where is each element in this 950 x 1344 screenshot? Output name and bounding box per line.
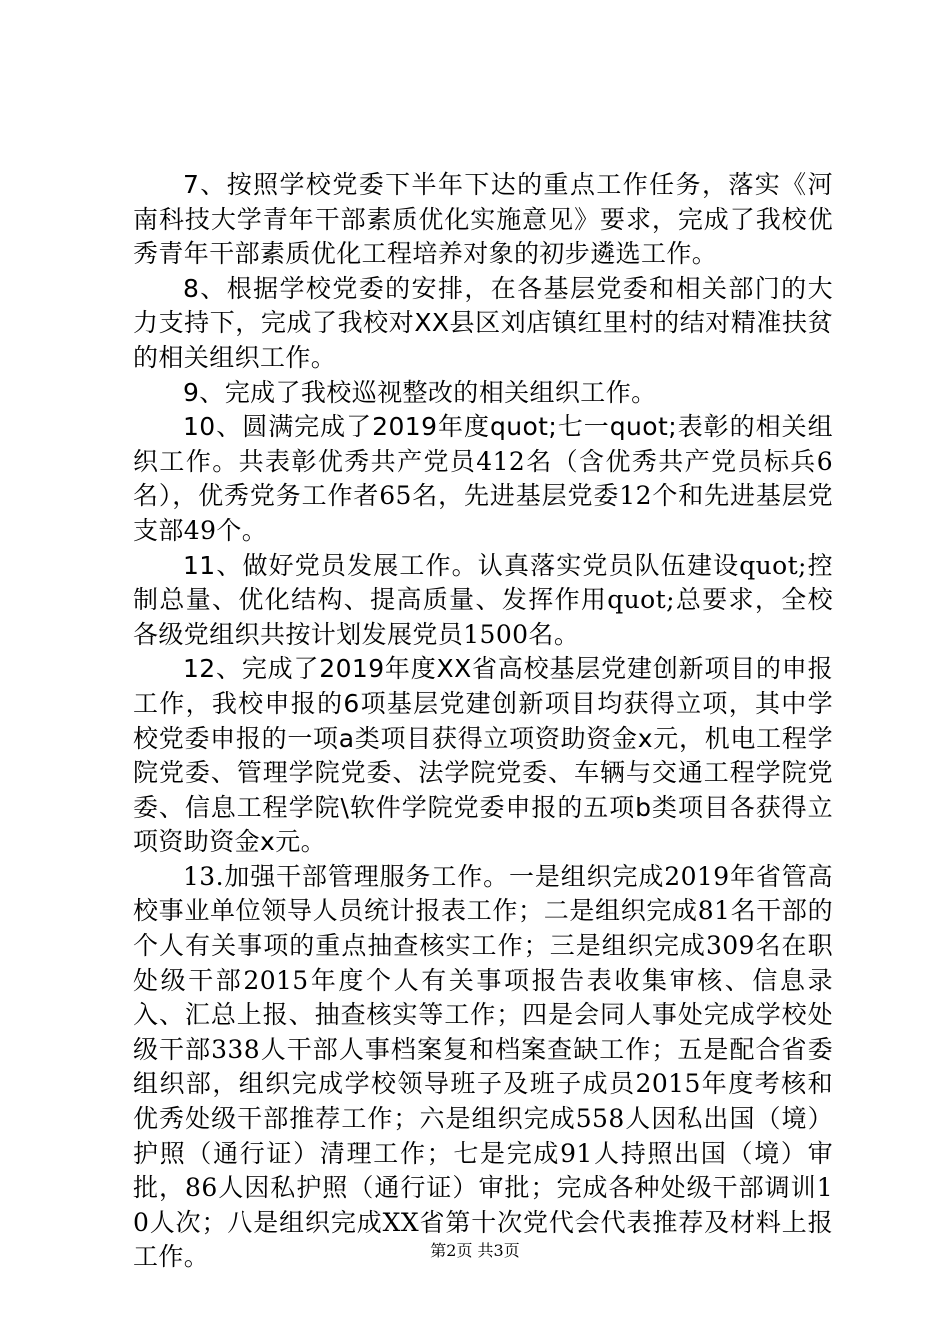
paragraph-lead-11: 11、做好党员发展工作。 <box>183 550 478 580</box>
page-number-footer: 第2页 共3页 <box>430 1241 520 1260</box>
paragraph-item-10 <box>133 410 833 548</box>
paragraph-item-9: 9、完成了我校巡视整改的相关组织工作。 <box>183 377 657 407</box>
paragraph-item-7: 7、按照学校党委下半年下达的重点工作任务，落实《河南科技大学青年干部素质优化实施意见》要求，完成了我校优秀青年干部素质优化工程培养对象的初步遴选工作。 <box>133 170 833 269</box>
document-body <box>133 168 833 1275</box>
paragraph-rest-11: 认真落实党员队伍建设quot;控制总量、优化结构、提高质量、发挥作用quot;总要求，全校各级党组织共按计划发展党员1500名。 <box>133 550 833 649</box>
paragraph-lead-10: 10、圆满完成了2019年度quot;七一quot;表彰的相关组织工作。 <box>133 412 833 476</box>
paragraph-item-12: 12、完成了2019年度XX省高校基层党建创新项目的申报工作，我校申报的6项基层党建创新项目均获得立项，其中学校党委申报的一项a类项目获得立项资助资金x元，机电工程学院党委、管理学院党委、法学院党委、车辆与交通工程学院党委、信息工程学院\软件学院党委申报的五项b类项目各获得立项资助资金x元。 <box>133 654 833 857</box>
paragraph-rest-10: 共表彰优秀共产党员412名（含优秀共产党员标兵6名），优秀党务工作者65名，先进基层党委12个和先进基层党支部49个。 <box>133 446 833 545</box>
paragraph-item-13: 13.加强干部管理服务工作。一是组织完成2019年省管高校事业单位领导人员统计报表工作；二是组织完成81名干部的个人有关事项的重点抽查核实工作；三是组织完成309名在职处级干部2015年度个人有关事项报告表收集审核、信息录入、汇总上报、抽查核实等工作；四是会同人事处完成学校处级干部338人干部人事档案复和档案查缺工作；五是配合省委组织部，组织完成学校领导班子及班子成员2015年度考核和优秀处级干部推荐工作；六是组织完成558人因私出国（境）护照（通行证）清理工作；七是完成91人持照出国（境）审批，86人因私护照（通行证）审批；完成各种处级干部调训10人次；八是组织完成XX省第十次党代会代表推荐及材料上报工作。 <box>133 861 833 1272</box>
paragraph-item-8: 8、根据学校党委的安排，在各基层党委和相关部门的大力支持下，完成了我校对XX县区刘店镇红里村的结对精准扶贫的相关组织工作。 <box>133 273 833 372</box>
paragraph-item-11 <box>133 549 833 653</box>
